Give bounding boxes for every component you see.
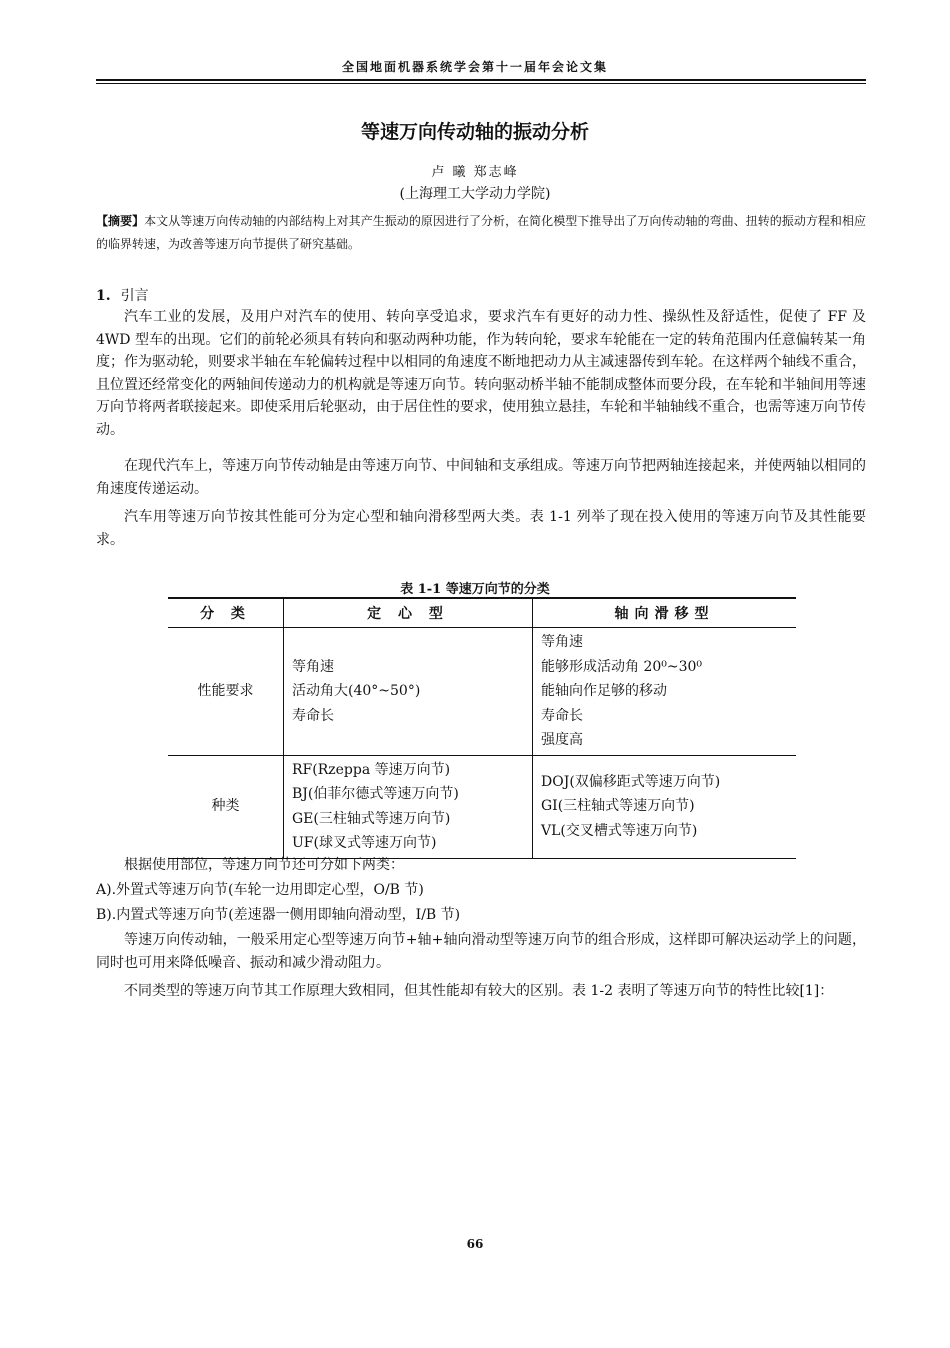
running-header: 全国地面机器系统学会第十一届年会论文集	[341, 60, 608, 74]
paragraph-2: 在现代汽车上，等速万向节传动轴是由等速万向节、中间轴和支承组成。等速万向节把两轴连接起来，并使两轴以相同的角速度传递运动。	[96, 458, 866, 497]
list-item: GI(三柱轴式等速万向节)	[541, 798, 695, 815]
header-rule-thin	[96, 83, 866, 84]
paragraph-1: 汽车工业的发展，及用户对汽车的使用、转向享受追求，要求汽车有更好的动力性、操纵性及舒适性，促使了 FF 及 4WD 型车的出现。它们的前轮必须具有转向和驱动两种功能，作为转向轮，要求车轮能在一定的转角范围内任意偏转某一角度；作为驱动轮，则要求半轴在车轮偏转过程中以相同的角速度不断地把动力从主减速器传到车轮。在这样两个轴线不重合，且位置还经常变化的两轴间传递动力的机构就是等速万向节。转向驱动桥半轴不能制成整体而要分段，在车轮和半轴间用等速万向节将两者联接起来。即使采用后轮驱动，由于居住性的要求，使用独立悬挂，车轮和半轴轴线不重合，也需等速万向节传动。	[96, 309, 866, 438]
section-number: 1.	[96, 288, 111, 304]
paragraph-6: 不同类型的等速万向节其工作原理大致相同，但其性能却有较大的区别。表 1-2 表明了等速万向节的特性比较[1]：	[124, 983, 834, 999]
list-item: RF(Rzeppa 等速万向节)	[292, 761, 451, 778]
abstract	[96, 210, 866, 256]
paragraph-5: 等速万向传动轴，一般采用定心型等速万向节+轴+轴向滑动型等速万向节的组合形成，这样即可解决运动学上的问题，同时也可用来降低噪音、振动和减少滑动阻力。	[96, 932, 866, 971]
row-label-types: 种类	[168, 755, 284, 858]
paper-title: 等速万向传动轴的振动分析	[360, 121, 589, 143]
section-heading	[96, 285, 149, 305]
list-item: 能轴向作足够的移动	[541, 683, 667, 699]
list-item-b: B).内置式等速万向节(差速器一侧用即轴向滑动型，I/B 节)	[96, 907, 461, 923]
paragraph-4: 根据使用部位，等速万向节还可分如下两类：	[124, 857, 404, 873]
list-item: UF(球叉式等速万向节)	[292, 835, 437, 851]
cell-sliding-types	[533, 755, 797, 858]
list-item: 等角速	[292, 658, 334, 675]
table-header-category: 分 类	[168, 598, 284, 628]
list-item: BJ(伯菲尔德式等速万向节)	[292, 786, 459, 802]
list-item: 强度高	[541, 732, 583, 748]
cell-centering-types	[284, 755, 533, 858]
list-item: 能够形成活动角 20⁰~30⁰	[541, 658, 703, 675]
table-caption: 表 1-1 等速万向节的分类	[400, 582, 550, 597]
list-item: 等角速	[541, 634, 583, 650]
abstract-text: 本文从等速万向传动轴的内部结构上对其产生振动的原因进行了分析，在简化模型下推导出了万向传动轴的弯曲、扭转的振动方程和相应的临界转速，为改善等速万向节提供了研究基础。	[96, 214, 866, 251]
list-item: 寿命长	[541, 707, 583, 724]
cell-sliding-performance	[533, 628, 797, 756]
row-label-performance: 性能要求	[168, 628, 284, 756]
header-rule	[96, 79, 866, 81]
list-item: 活动角大(40°~50°)	[292, 683, 421, 699]
affiliation: (上海理工大学动力学院)	[399, 186, 551, 202]
list-item: DOJ(双偏移距式等速万向节)	[541, 773, 721, 790]
list-item: VL(交叉槽式等速万向节)	[541, 822, 698, 839]
list-item: GE(三柱轴式等速万向节)	[292, 810, 451, 827]
list-item: 寿命长	[292, 707, 334, 724]
list-item-a: A).外置式等速万向节(车轮一边用即定心型，O/B 节)	[96, 882, 424, 898]
cell-centering-performance	[284, 628, 533, 756]
abstract-label: 【摘要】	[96, 214, 145, 228]
paragraph-3: 汽车用等速万向节按其性能可分为定心型和轴向滑移型两大类。表 1-1 列举了现在投入使用的等速万向节及其性能要求。	[96, 509, 866, 548]
section-title: 引言	[120, 288, 149, 304]
table-header-centering: 定 心 型	[284, 598, 533, 628]
table-header-sliding: 轴向滑移型	[533, 598, 797, 628]
authors: 卢 曦 郑志峰	[431, 165, 519, 180]
page-number: 66	[466, 1237, 484, 1251]
classification-table	[168, 597, 796, 859]
